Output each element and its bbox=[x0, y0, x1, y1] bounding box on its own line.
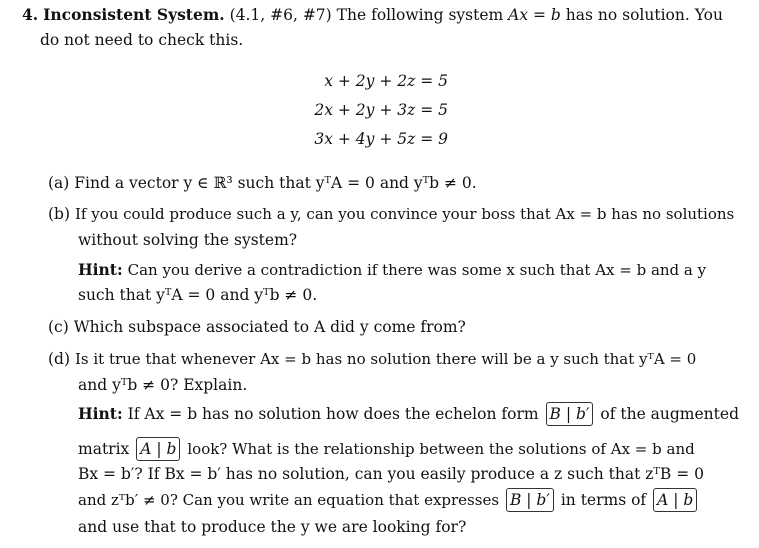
problem-title: Inconsistent System. bbox=[43, 5, 225, 24]
part-b-label: (b) bbox=[48, 205, 71, 223]
echelon-form-matrix: B | b′ bbox=[546, 402, 594, 426]
equation-3: 3x + 4y + 5z = 9 bbox=[314, 130, 448, 148]
part-d-label: (d) bbox=[48, 350, 71, 368]
part-c bbox=[48, 318, 466, 336]
part-d-hint-text-2b: look? What is the relationship between the solutions of Ax = b and bbox=[187, 440, 695, 458]
part-b-hint-line2: such that yᵀA = 0 and yᵀb ≠ 0. bbox=[78, 286, 318, 304]
part-d-hint-text-2a: matrix bbox=[78, 440, 130, 458]
part-d-hint-text-1b: of the augmented bbox=[600, 405, 739, 423]
part-a bbox=[48, 174, 477, 192]
part-d-hint-label: Hint: bbox=[78, 404, 123, 423]
problem-number: 4. bbox=[22, 5, 39, 24]
part-d-hint-line4 bbox=[78, 488, 699, 512]
part-c-text: Which subspace associated to A did y come from? bbox=[73, 318, 466, 336]
augmented-matrix: A | b bbox=[136, 437, 180, 461]
problem-header bbox=[22, 5, 723, 24]
part-a-text: Find a vector y ∈ ℝ³ such that yᵀA = 0 and yᵀb ≠ 0. bbox=[74, 174, 477, 192]
equation-1: x + 2y + 2z = 5 bbox=[324, 72, 448, 90]
echelon-form-matrix-2: B | b′ bbox=[506, 488, 554, 512]
part-b-hint-line1: Can you derive a contradiction if there was some x such that Ax = b and a y bbox=[127, 261, 707, 279]
system-expr: Ax = b bbox=[508, 6, 561, 24]
part-b-line2: without solving the system? bbox=[78, 231, 298, 249]
part-c-label: (c) bbox=[48, 318, 69, 336]
part-d-hint-text-4b: in terms of bbox=[560, 491, 647, 509]
part-d-line1: Is it true that whenever Ax = b has no solution there will be a y such that yᵀA = 0 bbox=[74, 350, 697, 368]
part-b bbox=[48, 205, 734, 223]
intro-line-2: do not need to check this. bbox=[40, 31, 244, 49]
part-d-hint-line2 bbox=[78, 437, 695, 461]
part-d bbox=[48, 350, 696, 368]
augmented-matrix-2: A | b bbox=[653, 488, 697, 512]
equation-2: 2x + 2y + 3z = 5 bbox=[314, 101, 448, 119]
part-d-line2: and yᵀb ≠ 0? Explain. bbox=[78, 376, 248, 394]
part-b-hint-label: Hint: bbox=[78, 260, 123, 279]
part-d-hint-line1 bbox=[78, 402, 739, 426]
intro-text-2: has no solution. You bbox=[565, 6, 723, 24]
part-b-line1: If you could produce such a y, can you convince your boss that Ax = b has no solutions bbox=[74, 205, 735, 223]
part-d-hint-line5: and use that to produce the y we are looking for? bbox=[78, 518, 467, 536]
intro-text-1: The following system bbox=[336, 6, 504, 24]
part-a-label: (a) bbox=[48, 174, 70, 192]
part-d-hint-line3: Bx = b′? If Bx = b′ has no solution, can you easily produce a z such that zᵀB = 0 bbox=[78, 465, 705, 483]
part-b-hint bbox=[78, 260, 706, 279]
problem-ref: (4.1, #6, #7) bbox=[229, 6, 332, 24]
part-d-hint-text-4a: and zᵀb′ ≠ 0? Can you write an equation that expresses bbox=[78, 491, 500, 509]
part-d-hint-text-1a: If Ax = b has no solution how does the echelon form bbox=[127, 405, 539, 423]
